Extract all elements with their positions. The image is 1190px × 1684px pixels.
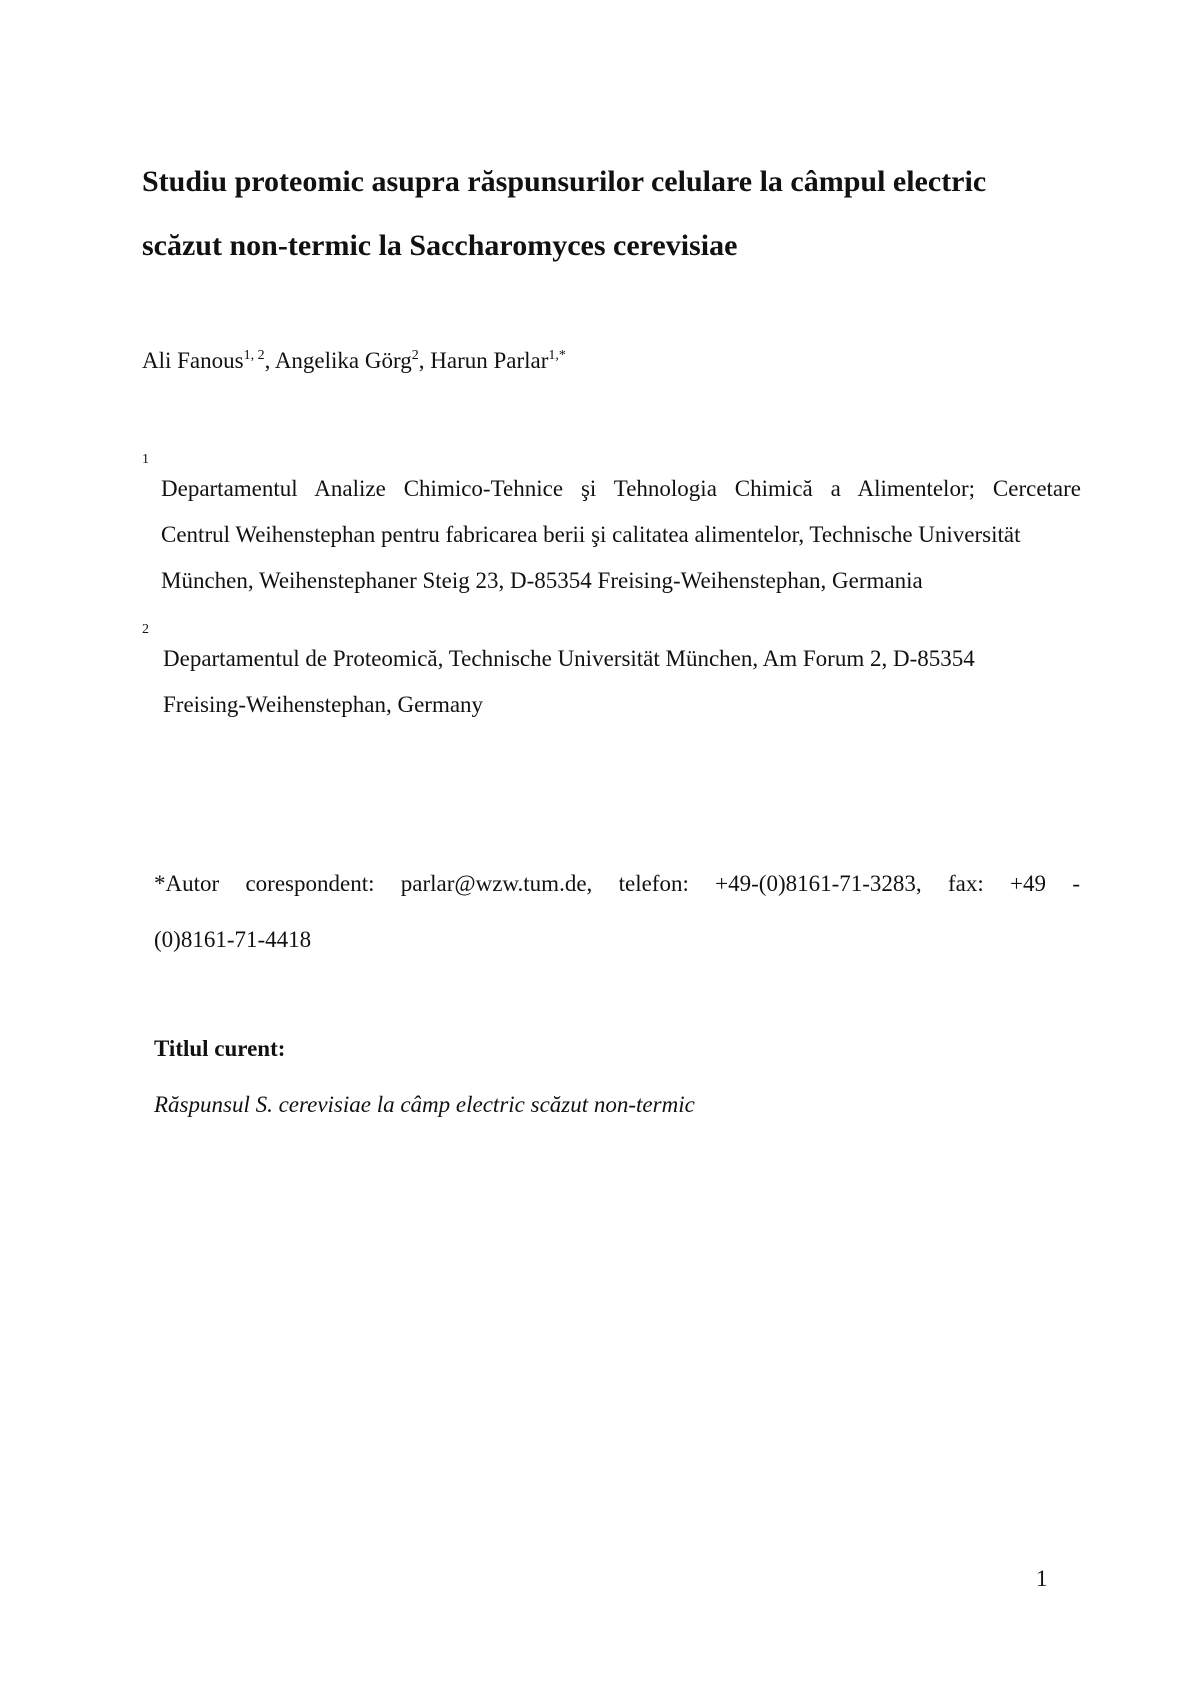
running-title-heading: Titlul curent:	[154, 1036, 286, 1061]
paper-title-line-2: scăzut non-termic la Saccharomyces cerevisiae	[142, 229, 738, 262]
affiliation-marker-1: 1	[142, 452, 149, 467]
affiliation-2-line: Freising-Weihenstephan, Germany	[163, 692, 484, 717]
corresponding-author-line-2: (0)8161-71-4418	[154, 927, 312, 952]
affiliation-1-line: München, Weihenstephaner Steig 23, D-85354 Freising-Weihenstephan, Germania	[161, 568, 923, 593]
page-number: 1	[1036, 1566, 1048, 1591]
paper-title-line-1: Studiu proteomic asupra răspunsurilor celulare la câmpul electric	[142, 165, 987, 198]
affiliation-1-line: Centrul Weihenstephan pentru fabricarea berii şi calitatea alimentelor, Technische Universität	[161, 522, 1021, 547]
affiliation-1-line: Departamentul Analize Chimico-Tehnice şi Tehnologia Chimică a Alimentelor; Cercetare	[161, 476, 1081, 501]
corresponding-author	[154, 856, 1080, 968]
author-name: , Harun Parlar	[418, 348, 549, 373]
author-list	[142, 346, 566, 376]
affiliation-2	[163, 636, 1063, 728]
author-affiliation-sup: 1, 2	[243, 348, 265, 363]
paper-title	[142, 150, 1082, 278]
affiliation-2-line: Departamentul de Proteomică, Technische Universität München, Am Forum 2, D-85354	[163, 646, 975, 671]
affiliation-1	[161, 466, 1081, 604]
author-affiliation-sup: 1,*	[548, 348, 566, 363]
author-name: Ali Fanous	[142, 348, 244, 373]
running-title-text: Răspunsul S. cerevisiae la câmp electric scăzut non-termic	[154, 1092, 695, 1117]
affiliation-marker-2: 2	[142, 622, 149, 637]
author-affiliation-sup: 2	[411, 348, 419, 363]
author-name: , Angelika Görg	[264, 348, 412, 373]
corresponding-author-line-1: *Autor corespondent: parlar@wzw.tum.de, telefon: +49-(0)8161-71-3283, fax: +49 -	[154, 871, 1080, 896]
